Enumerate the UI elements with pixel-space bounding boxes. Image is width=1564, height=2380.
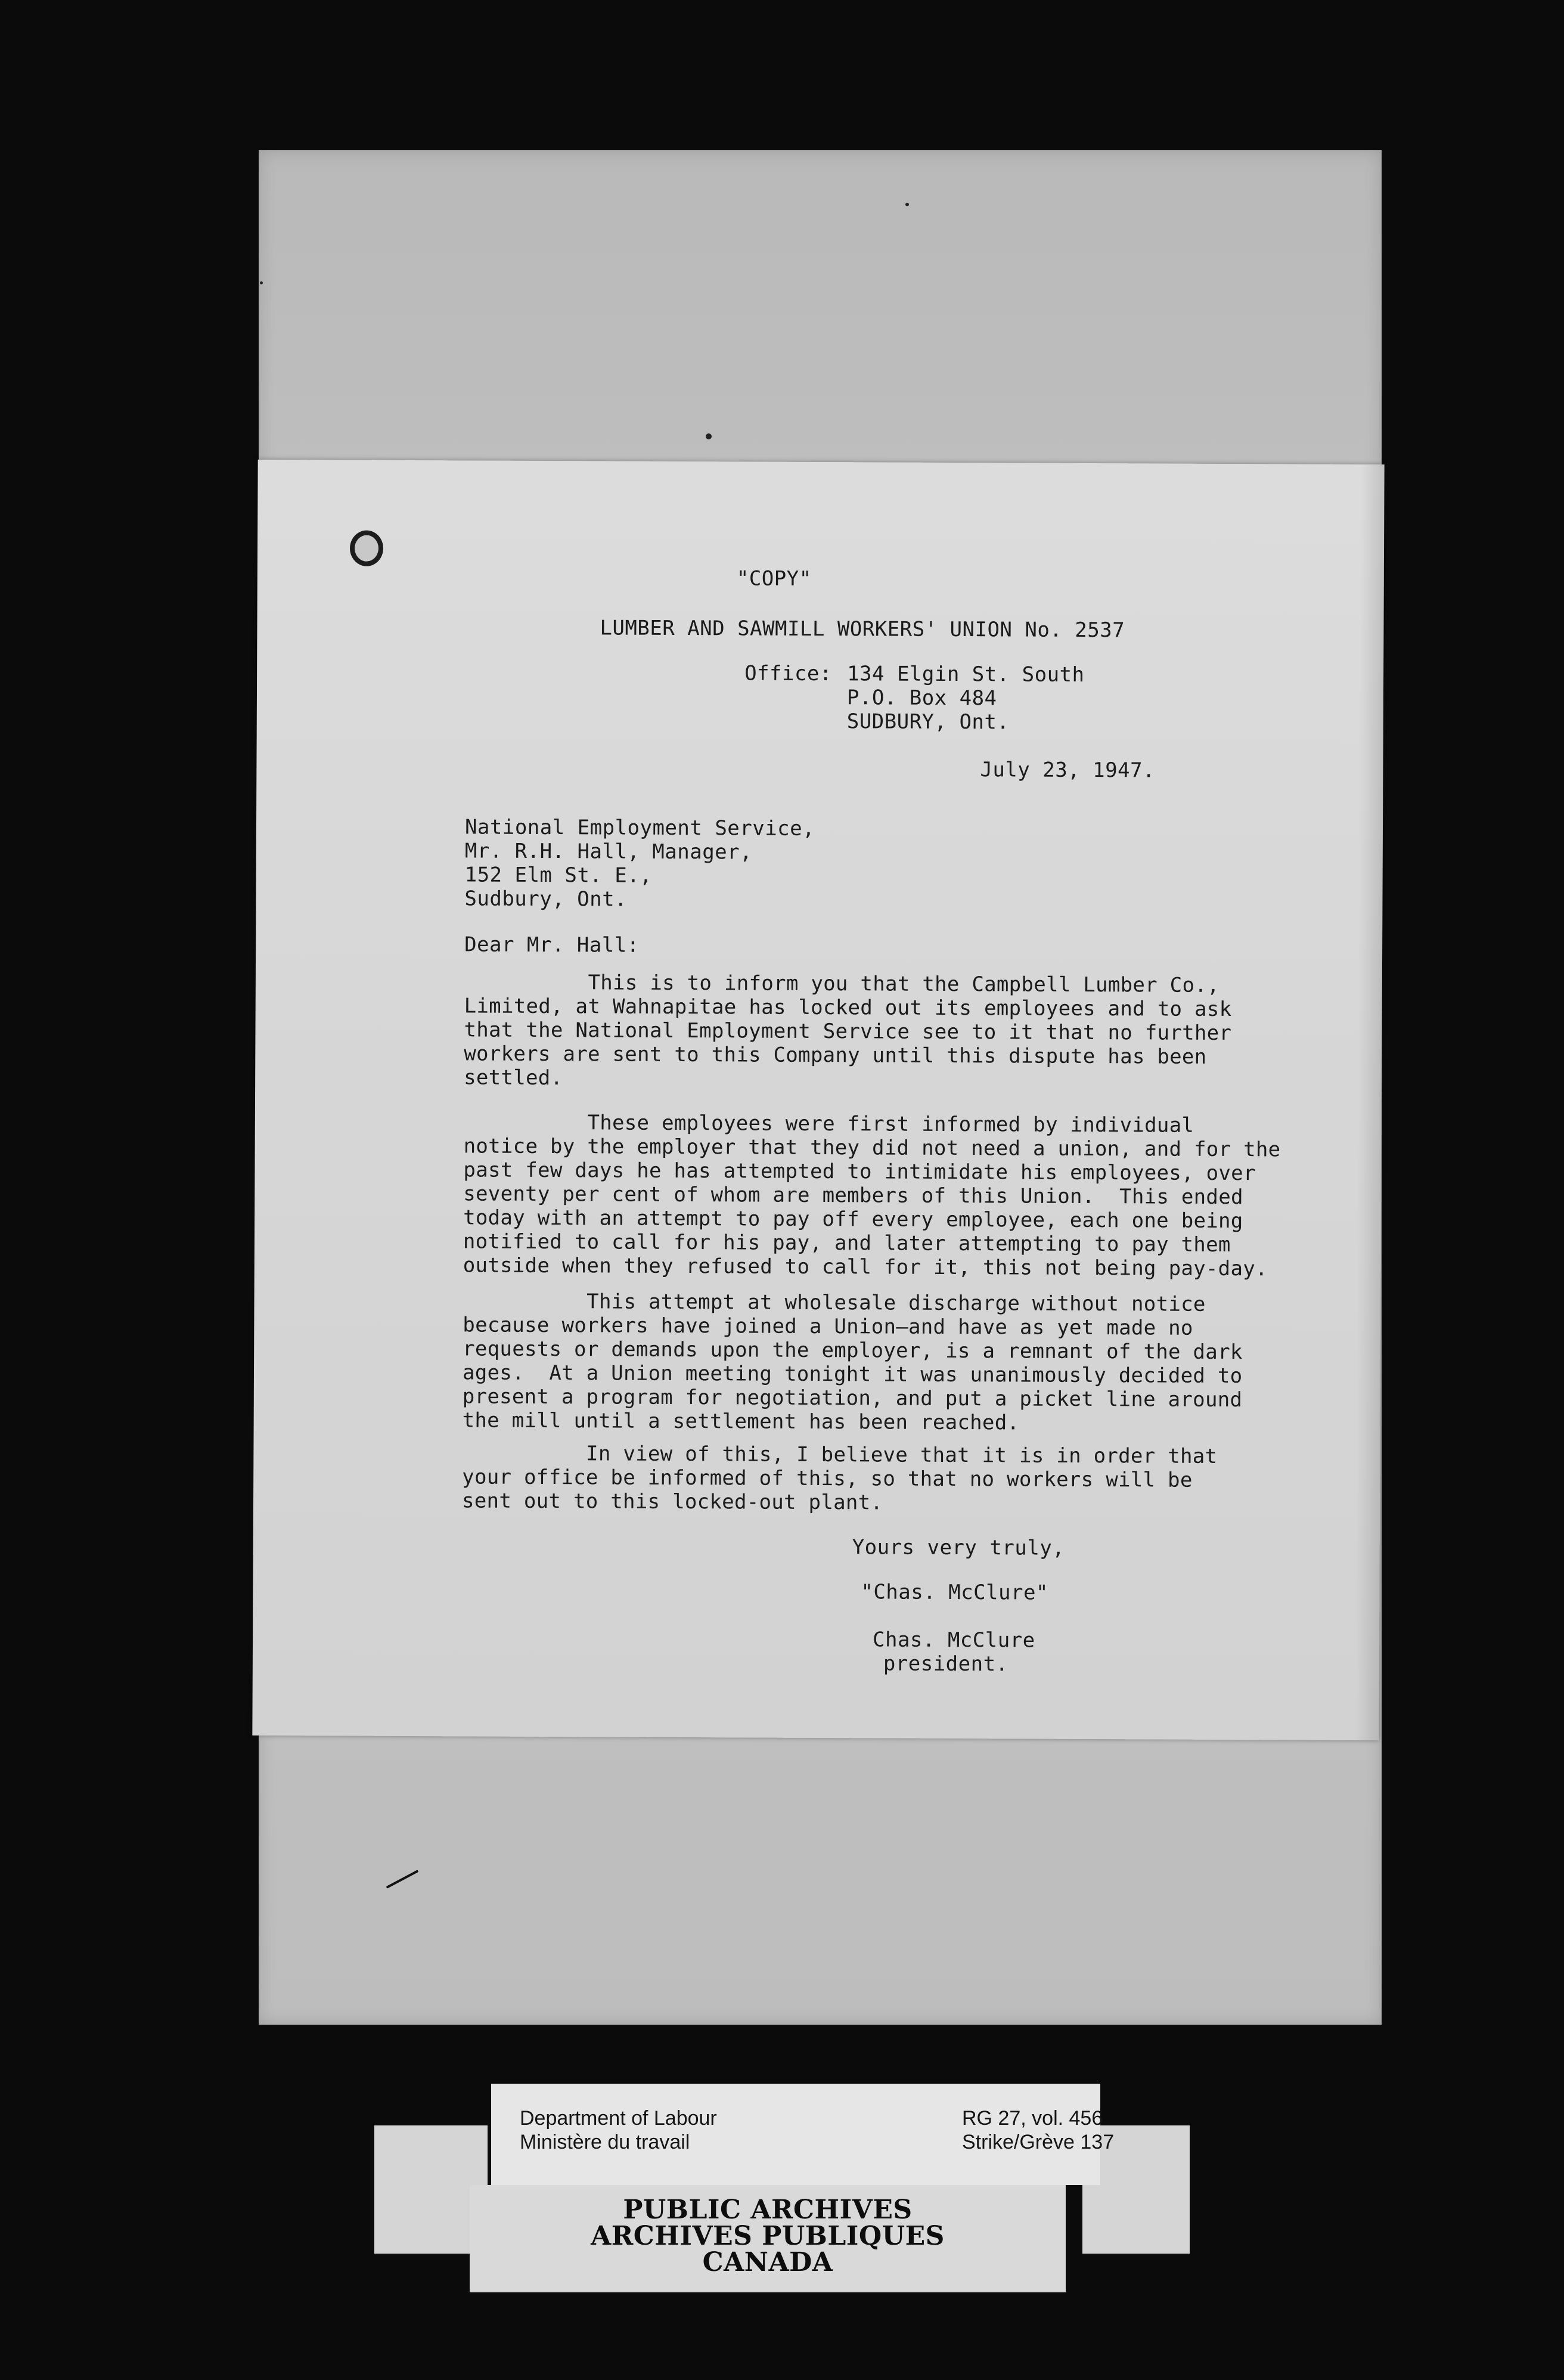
body-line: that the National Employment Service see to it that no further xyxy=(464,1018,1232,1046)
body-paragraph xyxy=(463,1110,1281,1281)
department-label-card xyxy=(491,2084,1115,2185)
body-line: outside when they refused to call for it, this not being pay-day. xyxy=(463,1253,1268,1281)
signer-name: Chas. McClure xyxy=(872,1628,1035,1653)
body-line: past few days he has attempted to intimidate his employees, over xyxy=(463,1158,1256,1186)
speck xyxy=(260,281,263,284)
body-line: your office be informed of this, so that no workers will be xyxy=(462,1465,1193,1492)
recipient-line: Sudbury, Ont. xyxy=(464,887,628,912)
office-address-line: SUDBURY, Ont. xyxy=(846,709,1010,735)
archives-band xyxy=(470,2185,1066,2292)
body-line: notice by the employer that they did not need a union, and for the xyxy=(463,1134,1281,1162)
union-name: LUMBER AND SAWMILL WORKERS' UNION No. 2537 xyxy=(600,616,1125,643)
speck xyxy=(706,433,712,439)
body-line: sent out to this locked-out plant. xyxy=(461,1489,883,1515)
archives-line-1: PUBLIC ARCHIVES xyxy=(623,2195,913,2225)
office-label: Office: xyxy=(744,661,833,686)
copy-mark: "COPY" xyxy=(736,566,812,591)
office-address-line: P.O. Box 484 xyxy=(846,686,997,711)
recipient-line: 152 Elm St. E., xyxy=(464,863,653,888)
body-line: the mill until a settlement has been reached. xyxy=(462,1408,1020,1435)
recipient-line: Mr. R.H. Hall, Manager, xyxy=(464,839,753,864)
archive-label-stamp xyxy=(374,2107,1190,2292)
salutation: Dear Mr. Hall: xyxy=(464,932,640,957)
body-line: seventy per cent of whom are members of this Union. This ended xyxy=(463,1182,1243,1210)
archives-line-2: ARCHIVES PUBLIQUES xyxy=(591,2221,945,2251)
department-fr: Ministère du travail xyxy=(520,2131,690,2153)
signature-quoted: "Chas. McClure" xyxy=(861,1580,1049,1605)
body-line: notified to call for his pay, and later attempting to pay them xyxy=(463,1229,1231,1257)
body-line: because workers have joined a Union—and have as yet made no xyxy=(463,1313,1193,1340)
speck xyxy=(905,203,909,206)
strike-file-number: Strike/Grève 137 xyxy=(962,2131,1115,2153)
department-en: Department of Labour xyxy=(520,2107,717,2130)
body-paragraph xyxy=(464,970,1232,1093)
closing: Yours very truly, xyxy=(852,1535,1065,1560)
body-line: ages. At a Union meeting tonight it was unanimously decided to xyxy=(462,1361,1243,1389)
record-group-reference: RG 27, vol. 456 xyxy=(962,2107,1103,2130)
letter-page xyxy=(252,460,1384,1740)
archives-line-3: CANADA xyxy=(702,2247,833,2277)
punch-hole xyxy=(350,531,383,566)
recipient-line: National Employment Service, xyxy=(464,815,815,841)
signer-title: president. xyxy=(883,1651,1008,1676)
body-line: requests or demands upon the employer, is a remnant of the dark xyxy=(463,1337,1243,1365)
body-line: workers are sent to this Company until this dispute has been xyxy=(464,1042,1207,1069)
body-paragraph xyxy=(463,1289,1243,1436)
body-line: today with an attempt to pay off every employee, each one being xyxy=(463,1206,1243,1234)
body-line: This attempt at wholesale discharge without notice xyxy=(463,1289,1206,1316)
body-line: In view of this, I believe that it is in order that xyxy=(462,1441,1218,1468)
body-line: present a program for negotiation, and put a picket line around xyxy=(462,1384,1243,1412)
office-address-line: 134 Elgin St. South xyxy=(847,662,1085,687)
body-line: This is to inform you that the Campbell Lumber Co., xyxy=(464,970,1219,997)
body-paragraph xyxy=(462,1441,1217,1516)
letter-date: July 23, 1947. xyxy=(980,758,1156,783)
body-line: These employees were first informed by individual xyxy=(463,1110,1194,1138)
body-line: settled. xyxy=(464,1065,563,1090)
body-line: Limited, at Wahnapitae has locked out its employees and to ask xyxy=(464,994,1232,1022)
